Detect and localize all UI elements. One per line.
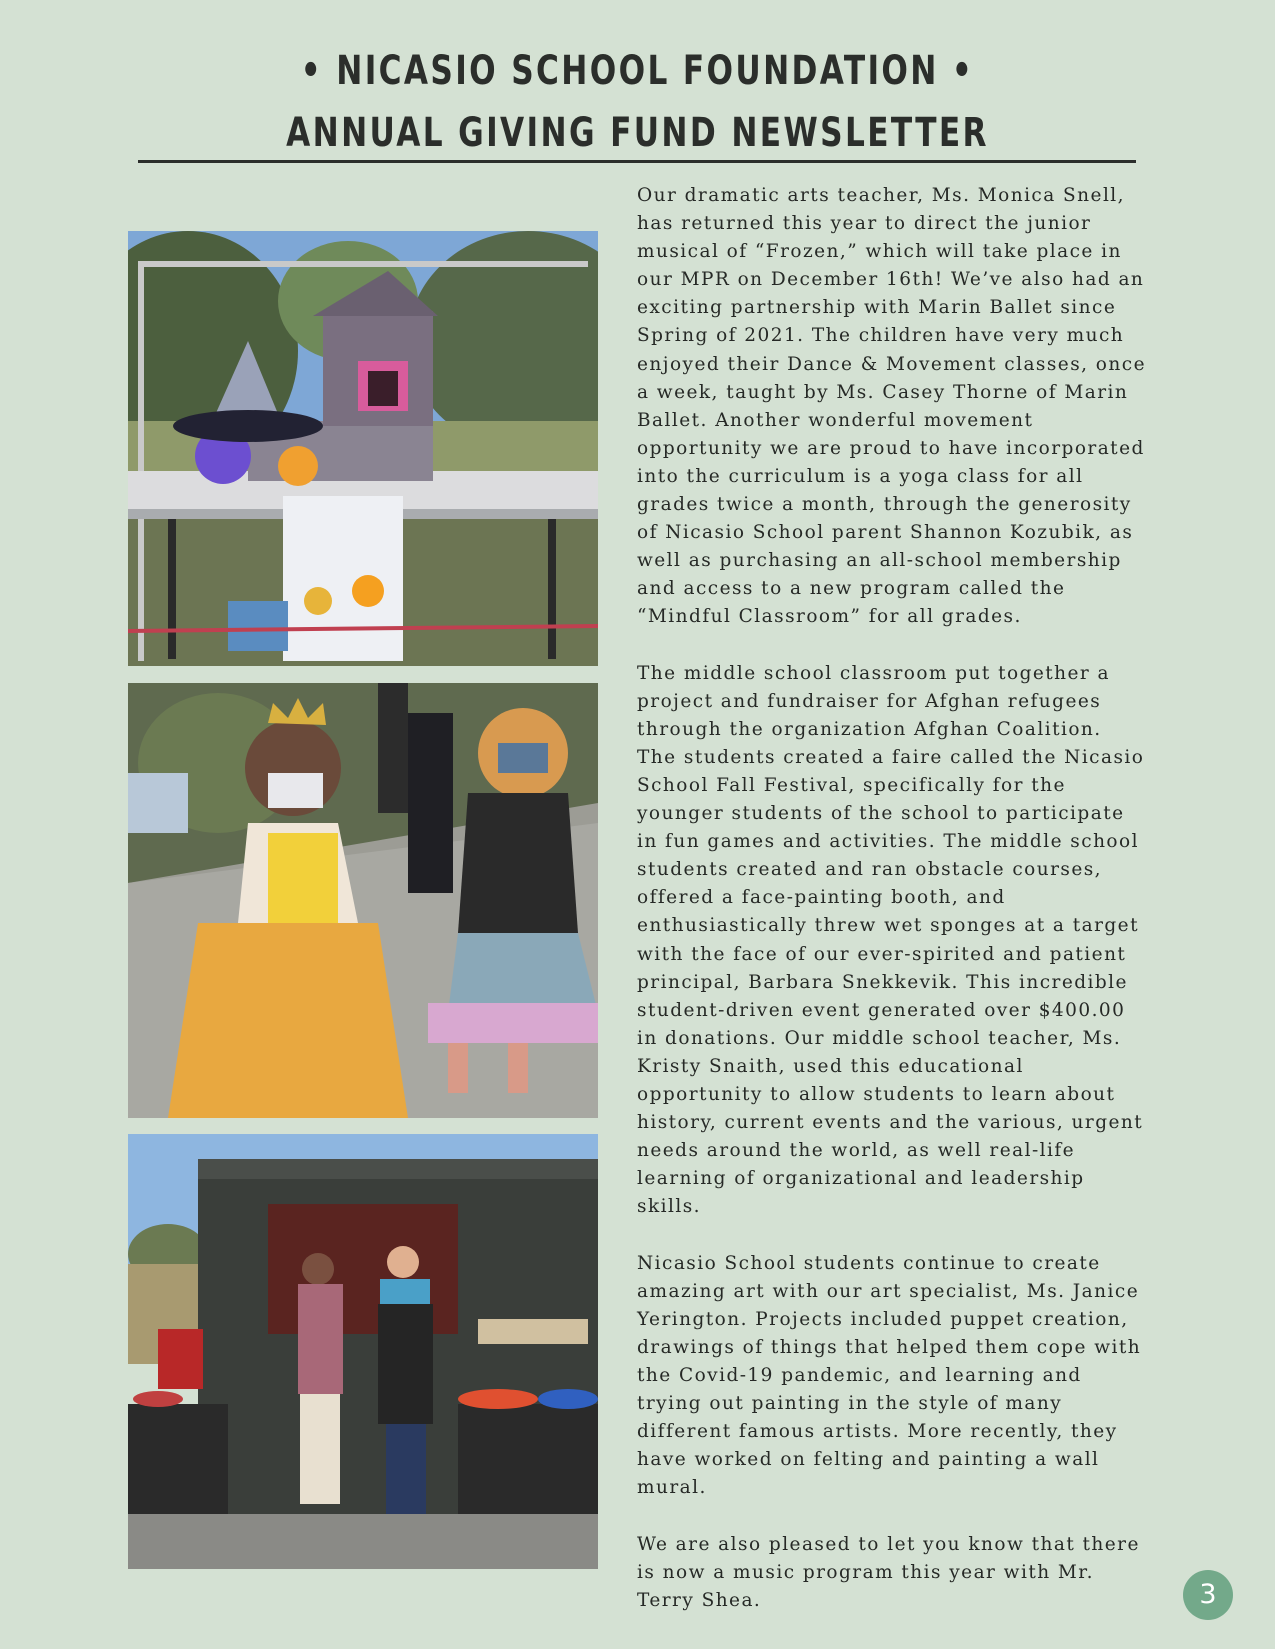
- text-line: younger students of the school to participate: [637, 803, 1125, 825]
- text-line: in donations. Our middle school teacher, Ms.: [637, 1027, 1122, 1049]
- text-line: well as purchasing an all-school membership: [637, 550, 1122, 572]
- text-line: needs around the world, as well real-life: [637, 1140, 1076, 1162]
- text-line: musical of “Frozen,” which will take place in: [637, 241, 1122, 263]
- text-line: The students created a faire called the Nicasio: [637, 746, 1145, 768]
- text-line: skills.: [637, 1196, 701, 1218]
- text-line: has returned this year to direct the junior: [637, 213, 1092, 235]
- text-line: Kristy Snaith, used this educational: [637, 1055, 1024, 1077]
- paragraph-art-program: [637, 1250, 1142, 1503]
- text-line: Ballet. Another wonderful movement: [637, 409, 1034, 431]
- candy-course-craft-photo: [128, 231, 598, 666]
- text-line: exciting partnership with Marin Ballet since: [637, 297, 1117, 319]
- text-line: is now a music program this year with Mr.: [637, 1561, 1094, 1583]
- text-line: different famous artists. More recently, they: [637, 1421, 1118, 1443]
- text-line: School Fall Festival, specifically for the: [637, 774, 1066, 796]
- foundation-title: • NICASIO SCHOOL FOUNDATION •: [300, 48, 975, 94]
- text-line: students created and ran obstacle courses,: [637, 859, 1103, 881]
- text-line: drawings of things that helped them cope with: [637, 1336, 1142, 1358]
- text-line: Our dramatic arts teacher, Ms. Monica Snell,: [637, 185, 1126, 206]
- newsletter-header: [0, 40, 1275, 164]
- text-line: “Mindful Classroom” for all grades.: [637, 606, 1022, 628]
- text-line: grades twice a month, through the generosity: [637, 494, 1132, 516]
- text-line: Terry Shea.: [637, 1589, 762, 1611]
- text-line: history, current events and the various, urgent: [637, 1112, 1144, 1134]
- text-line: Yerington. Projects included puppet creation,: [637, 1308, 1129, 1330]
- text-line: The middle school classroom put together a: [637, 662, 1111, 684]
- text-line: Nicasio School students continue to create: [637, 1252, 1101, 1274]
- text-line: principal, Barbara Snekkevik. This incredible: [637, 971, 1128, 993]
- text-line: into the curriculum is a yoga class for all: [637, 465, 1084, 487]
- text-line: our MPR on December 16th! We’ve also had an: [637, 269, 1145, 291]
- text-line: opportunity to allow students to learn about: [637, 1084, 1116, 1105]
- text-line: enjoyed their Dance & Movement classes, once: [637, 353, 1146, 375]
- header-divider: [138, 160, 1136, 163]
- children-in-costumes-photo: [128, 683, 598, 1118]
- text-line: in fun games and activities. The middle school: [637, 831, 1139, 853]
- text-line: opportunity we are proud to have incorporated: [637, 437, 1145, 459]
- text-line: through the organization Afghan Coalition.: [637, 718, 1102, 740]
- article-body: [637, 182, 1146, 1643]
- concession-stand-photo: [128, 1134, 598, 1569]
- text-line: trying out painting in the style of many: [637, 1393, 1063, 1415]
- text-line: have worked on felting and painting a wall: [637, 1449, 1100, 1471]
- text-line: mural.: [637, 1477, 707, 1499]
- paragraph-drama-arts: [637, 182, 1146, 632]
- text-line: We are also pleased to let you know that there: [637, 1533, 1140, 1555]
- text-line: the Covid-19 pandemic, and learning and: [637, 1364, 1082, 1386]
- paragraph-fundraiser: [637, 660, 1145, 1222]
- text-line: and access to a new program called the: [637, 578, 1066, 600]
- paragraph-music-program: [637, 1531, 1142, 1615]
- text-line: project and fundraiser for Afghan refugees: [637, 690, 1102, 712]
- text-line: enthusiastically threw wet sponges at a target: [637, 915, 1139, 937]
- text-line: a week, taught by Ms. Casey Thorne of Marin: [637, 381, 1129, 403]
- page-number-badge: 3: [1183, 1570, 1233, 1620]
- newsletter-title: ANNUAL GIVING FUND NEWSLETTER: [286, 110, 989, 156]
- text-line: offered a face-painting booth, and: [637, 887, 1006, 909]
- text-line: amazing art with our art specialist, Ms. Janice: [637, 1280, 1140, 1302]
- text-line: learning of organizational and leadership: [637, 1168, 1085, 1190]
- text-line: Spring of 2021. The children have very much: [637, 325, 1125, 347]
- text-line: student-driven event generated over $400.00: [637, 999, 1126, 1021]
- text-line: with the face of our ever-spirited and patient: [637, 943, 1127, 965]
- text-line: of Nicasio School parent Shannon Kozubik, as: [637, 522, 1134, 544]
